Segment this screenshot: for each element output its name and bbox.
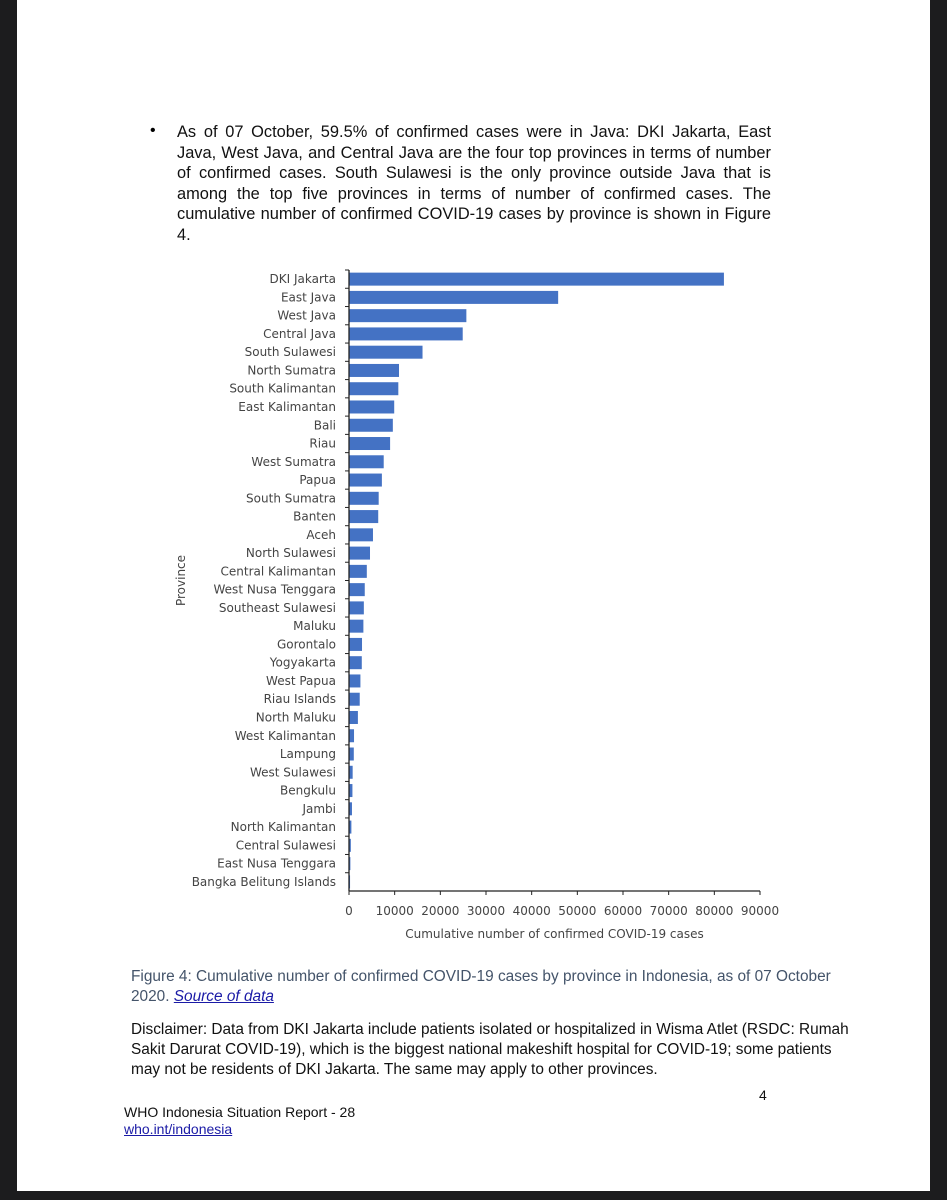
footer bbox=[124, 1104, 355, 1138]
bar bbox=[349, 729, 354, 742]
bar bbox=[349, 382, 398, 395]
bar bbox=[349, 693, 360, 706]
category-label: Central Sulawesi bbox=[235, 838, 336, 853]
bar bbox=[349, 400, 394, 413]
category-label: South Sumatra bbox=[246, 491, 336, 506]
bar bbox=[349, 565, 367, 578]
bar bbox=[349, 656, 362, 669]
disclaimer-text: Disclaimer: Data from DKI Jakarta include patients isolated or hospitalized in Wisma Atlet (RSDC: Rumah Sakit Darurat COVID-19), which is the biggest national makeshift hospital for COVID-19; some patients may not be residents of DKI Jakarta. The same may apply to other provinces. bbox=[131, 1021, 849, 1078]
category-label: Gorontalo bbox=[277, 637, 336, 652]
bar bbox=[349, 620, 363, 633]
bar bbox=[349, 419, 393, 432]
bar bbox=[349, 273, 724, 286]
bar bbox=[349, 309, 466, 322]
category-label: Yogyakarta bbox=[269, 655, 336, 670]
bar bbox=[349, 455, 384, 468]
category-label: South Sulawesi bbox=[244, 345, 336, 360]
bar bbox=[349, 748, 354, 761]
category-label: Riau Islands bbox=[263, 692, 336, 707]
category-label: Maluku bbox=[293, 619, 336, 634]
x-tick-label: 20000 bbox=[421, 904, 460, 918]
x-axis-title: Cumulative number of confirmed COVID-19 cases bbox=[405, 927, 704, 941]
category-label: Central Kalimantan bbox=[220, 564, 336, 579]
y-axis-title: Province bbox=[174, 554, 188, 607]
category-label: West Kalimantan bbox=[234, 728, 336, 743]
bar bbox=[349, 583, 365, 596]
category-labels bbox=[192, 270, 349, 889]
figure-caption bbox=[131, 967, 851, 1007]
x-tick-label: 50000 bbox=[558, 904, 597, 918]
bar bbox=[349, 327, 463, 340]
category-label: North Sumatra bbox=[247, 363, 336, 378]
bar bbox=[349, 547, 370, 560]
category-label: North Sulawesi bbox=[245, 546, 336, 561]
x-ticks bbox=[345, 891, 779, 918]
x-tick-label: 80000 bbox=[695, 904, 734, 918]
bar bbox=[349, 601, 364, 614]
x-tick-label: 90000 bbox=[740, 904, 780, 918]
caption-text: Figure 4: Cumulative number of confirmed COVID-19 cases by province in Indonesia, as of 07 October 2020. bbox=[131, 968, 831, 1005]
category-label: North Kalimantan bbox=[230, 820, 336, 835]
bar bbox=[349, 510, 378, 523]
bullet-marker: • bbox=[150, 122, 156, 139]
category-label: Riau bbox=[309, 436, 336, 451]
summary-paragraph: As of 07 October, 59.5% of confirmed cases were in Java: DKI Jakarta, East Java, West Java, and Central Java are the four top provinces in terms of number of confirmed cases. South Sulawesi is the only province outside Java that is among the top five provinces in terms of number of confirmed cases. The cumulative number of confirmed COVID-19 cases by province is shown in Figure 4. bbox=[177, 123, 771, 244]
category-label: West Sumatra bbox=[251, 454, 336, 469]
source-of-data-link[interactable]: Source of data bbox=[173, 988, 274, 1005]
category-label: West Nusa Tenggara bbox=[213, 582, 336, 597]
category-label: West Papua bbox=[266, 673, 336, 688]
category-label: East Kalimantan bbox=[238, 399, 336, 414]
category-label: Bali bbox=[313, 418, 336, 433]
category-label: West Java bbox=[277, 308, 336, 323]
footer-title: WHO Indonesia Situation Report - 28 bbox=[124, 1104, 356, 1120]
bar bbox=[349, 291, 558, 304]
page-number: 4 bbox=[759, 1087, 767, 1103]
x-tick-label: 10000 bbox=[375, 904, 414, 918]
bar bbox=[349, 674, 360, 687]
bar bbox=[349, 528, 373, 541]
footer-link[interactable]: who.int/indonesia bbox=[124, 1121, 233, 1137]
bar bbox=[349, 492, 379, 505]
category-label: Bengkulu bbox=[280, 783, 336, 798]
category-label: South Kalimantan bbox=[229, 381, 336, 396]
category-label: East Nusa Tenggara bbox=[217, 856, 336, 871]
bar bbox=[349, 437, 390, 450]
category-label: Banten bbox=[293, 509, 336, 524]
category-label: North Maluku bbox=[255, 710, 336, 725]
bar bbox=[349, 711, 358, 724]
x-tick-label: 60000 bbox=[603, 904, 643, 918]
bars-group bbox=[349, 273, 724, 889]
category-label: DKI Jakarta bbox=[269, 272, 336, 287]
category-label: Lampung bbox=[279, 747, 336, 762]
bar bbox=[349, 474, 382, 487]
category-label: Bangka Belitung Islands bbox=[191, 874, 336, 889]
x-tick-label: 0 bbox=[345, 904, 353, 918]
x-tick-label: 70000 bbox=[649, 904, 688, 918]
category-label: East Java bbox=[280, 290, 336, 305]
bar bbox=[349, 638, 362, 651]
category-label: Aceh bbox=[306, 527, 336, 542]
category-label: Central Java bbox=[263, 326, 336, 341]
x-tick-label: 30000 bbox=[466, 904, 506, 918]
category-label: West Sulawesi bbox=[249, 765, 336, 780]
bar bbox=[349, 364, 399, 377]
category-label: Jambi bbox=[302, 801, 336, 816]
x-tick-label: 40000 bbox=[512, 904, 551, 918]
category-label: Papua bbox=[299, 473, 336, 488]
category-label: Southeast Sulawesi bbox=[218, 600, 336, 615]
bar bbox=[349, 346, 423, 359]
